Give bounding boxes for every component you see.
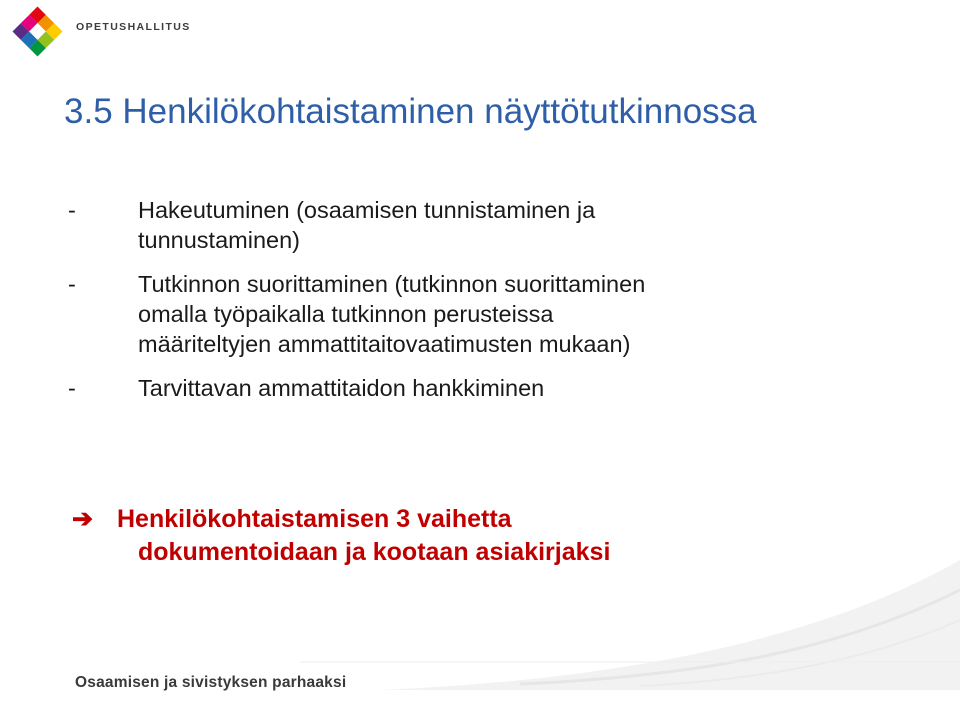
bullet-line: Tutkinnon suorittaminen (tutkinnon suorittaminen	[138, 271, 646, 297]
bullet-line: omalla työpaikalla tutkinnon perusteissa	[138, 301, 554, 327]
conclusion	[72, 503, 610, 569]
bullet-line: Hakeutuminen (osaamisen tunnistaminen ja	[138, 197, 596, 223]
bullet-line: tunnustaminen)	[138, 227, 300, 253]
bullet-line: määriteltyjen ammattitaitovaatimusten mukaan)	[138, 331, 631, 357]
footer-tagline: Osaamisen ja sivistyksen parhaaksi	[75, 674, 347, 691]
bullet-dash: -	[68, 375, 76, 401]
diamond-logo-icon	[10, 4, 65, 59]
list-item	[68, 269, 908, 359]
slide-title: 3.5 Henkilökohtaistaminen näyttötutkinnossa	[64, 92, 757, 131]
brand-name: OPETUSHALLITUS	[76, 21, 191, 33]
bullet-list	[68, 195, 908, 417]
arrow-right-icon: ➔	[72, 505, 93, 533]
conclusion-line: Henkilökohtaistamisen 3 vaihetta	[117, 505, 512, 533]
bullet-dash: -	[68, 271, 76, 297]
bullet-dash: -	[68, 197, 76, 223]
list-item	[68, 195, 908, 255]
list-item	[68, 373, 908, 403]
conclusion-line: dokumentoidaan ja kootaan asiakirjaksi	[138, 538, 611, 566]
bullet-line: Tarvittavan ammattitaidon hankkiminen	[138, 375, 545, 401]
